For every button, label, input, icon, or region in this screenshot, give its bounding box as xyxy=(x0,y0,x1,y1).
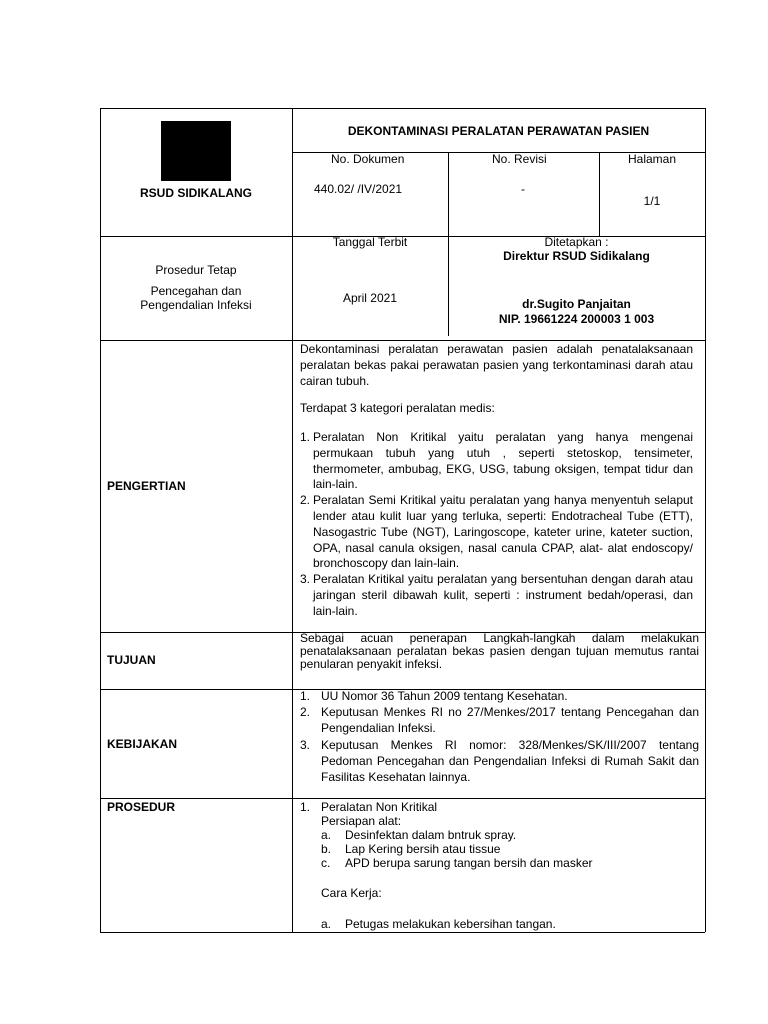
table-border-top xyxy=(100,108,705,109)
kebijakan-label: KEBIJAKAN xyxy=(107,737,178,751)
set-label: Ditetapkan : xyxy=(544,235,609,249)
list-item: 1. Peralatan Non Kritikal yaitu peralatan yang hanya mengenai permukaan tubuh yang utuh , seperti stetoskop, tensimeter, thermometer, ambubag, EKG, USG, tabung oksigen, tempat tidur dan lain-lain. xyxy=(300,430,693,492)
kebijakan-list xyxy=(300,688,699,785)
page-label: Halaman xyxy=(627,152,677,166)
list-item: b. Lap Kering bersih atau tissue xyxy=(321,842,501,856)
prosedur-item-num: 1. xyxy=(300,800,311,814)
list-item: 2. Keputusan Menkes RI no 27/Menkes/2017 tentang Pencegahan dan Pengendalian Infeksi. xyxy=(300,705,699,736)
prosedur-label: PROSEDUR xyxy=(107,800,176,814)
set-title: Direktur RSUD Sidikalang xyxy=(503,249,650,263)
signer-name: dr.Sugito Panjaitan xyxy=(522,297,631,311)
protap-line2: Pencegahan dan xyxy=(150,284,242,298)
protap-line1: Prosedur Tetap xyxy=(155,263,237,277)
hospital-name: RSUD SIDIKALANG xyxy=(139,186,252,200)
list-item: 1. UU Nomor 36 Tahun 2009 tentang Kesehatan. xyxy=(300,689,568,703)
protap-line3: Pengendalian Infeksi xyxy=(140,298,252,312)
table-border-right xyxy=(705,108,706,932)
list-item: 2. Peralatan Semi Kritikal yaitu peralatan yang hanya menyentuh selaput lender atau kulit luar yang terluka, seperti: Endotracheal Tube (ETT), Nasogastric Tube (NGT), Laringoscope, kateter urine, kateter suction, OPA, nasal canula oksigen, nasal canula CPAP, alat- alat endoscopy/ bronchoscopy dan lain-lain. xyxy=(300,493,693,571)
categories-intro: Terdapat 3 kategori peralatan medis: xyxy=(300,401,495,415)
list-item: 3. Keputusan Menkes RI nomor: 328/Menkes/SK/III/2007 tentang Pedoman Pencegahan dan Pengendalian Infeksi di Rumah Sakit dan Fasilitas Kesehatan lainnya. xyxy=(300,737,699,785)
table-border-bottom xyxy=(100,932,705,933)
rule-under-kebijakan xyxy=(100,798,705,799)
revision-value: - xyxy=(521,182,525,196)
tujuan-label: TUJUAN xyxy=(107,653,156,667)
table-border-left xyxy=(100,108,101,932)
doc-no-value: 440.02/ /IV/2021 xyxy=(314,182,403,196)
pengertian-label: PENGERTIAN xyxy=(107,479,186,493)
list-item: a. Desinfektan dalam bntruk spray. xyxy=(321,828,517,842)
persiapan-list xyxy=(321,828,691,870)
column-divider xyxy=(292,108,293,932)
cara-kerja-list xyxy=(321,917,691,931)
date-value: April 2021 xyxy=(342,291,398,305)
page-value: 1/1 xyxy=(643,194,661,208)
list-item: a. Petugas melakukan kebersihan tangan. xyxy=(321,917,556,931)
revision-label: No. Revisi xyxy=(492,152,547,166)
prosedur-item-title: Peralatan Non Kritikal xyxy=(321,800,438,814)
pengertian-intro: Dekontaminasi peralatan perawatan pasien adalah penatalaksanaan peralatan bekas pakai perawatan pasien yang terkontaminasi darah atau cairan tubuh. xyxy=(300,342,693,389)
doc-no-label: No. Dokumen xyxy=(331,152,405,166)
document-title: DEKONTAMINASI PERALATAN PERAWATAN PASIEN xyxy=(347,124,650,138)
list-item: c. APD berupa sarung tangan bersih dan masker xyxy=(321,856,593,870)
hospital-logo xyxy=(161,121,231,181)
list-item: 3. Peralatan Kritikal yaitu peralatan yang bersentuhan dengan darah atau jaringan steril dibawah kulit, seperti : instrument bedah/operasi, dan lain-lain. xyxy=(300,572,693,618)
persiapan-label: Persiapan alat: xyxy=(321,814,402,828)
date-label: Tanggal Terbit xyxy=(332,235,408,249)
cara-kerja-label: Cara Kerja: xyxy=(321,886,382,900)
signer-nip: NIP. 19661224 200003 1 003 xyxy=(498,312,655,326)
categories-list xyxy=(300,430,693,620)
tujuan-text: Sebagai acuan penerapan Langkah-langkah dalam melakukan penatalaksanaan peralatan bekas pasien dengan tujuan memutus rantai penularan penyakit infeksi. xyxy=(300,631,699,671)
